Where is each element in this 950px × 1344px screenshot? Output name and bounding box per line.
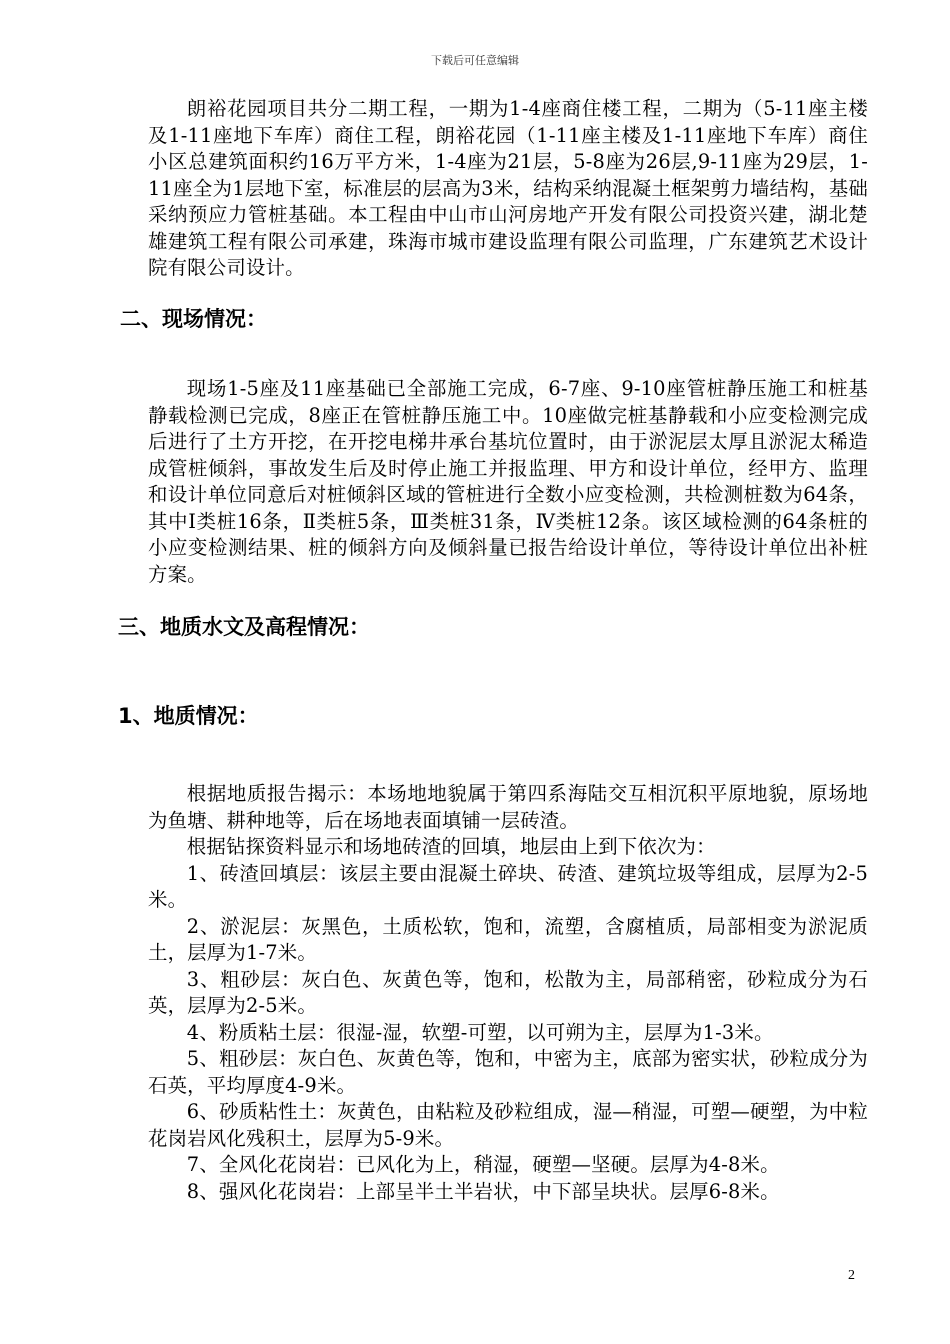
geology-item: 8、强风化花岗岩：上部呈半土半岩状，中下部呈块状。层厚6-8米。 — [186, 1179, 780, 1203]
geology-item: 3、粗砂层：灰白色、灰黄色等，饱和，松散为主，局部稍密，砂粒成分为石英，层厚为2-5米。 — [148, 967, 868, 1017]
section-heading-site-conditions: 二、现场情况： — [120, 307, 267, 331]
geology-layer-list — [148, 781, 868, 1205]
geology-item: 4、粉质粘土层：很湿-湿，软塑-可塑，以可朔为主，层厚为1-3米。 — [186, 1020, 774, 1044]
geology-item: 根据钻探资料显示和场地砖渣的回填，地层由上到下依次为： — [186, 835, 716, 858]
site-conditions-paragraph: 现场1-5座及11座基础已全部施工完成，6-7座、9-10座管桩静压施工和桩基静载检测已完成，8座正在管桩静压施工中。10座做完桩基静载和小应变检测完成后进行了土方开挖，在开挖电梯井承台基坑位置时，由于淤泥层太厚且淤泥太稀造成管桩倾斜，事故发生后及时停止施工并报监理、甲方和设计单位，经甲方、监理和设计单位同意后对桩倾斜区域的管桩进行全数小应变检测，共检测桩数为64条，其中Ⅰ类桩16条，Ⅱ类桩5条，Ⅲ类桩31条，Ⅳ类桩12条。该区域检测的64条桩的小应变检测结果、桩的倾斜方向及倾斜量已报告给设计单位，等待设计单位出补桩方案。 — [148, 377, 868, 586]
intro-paragraph: 朗裕花园项目共分二期工程，一期为1-4座商住楼工程，二期为（5-11座主楼及1-11座地下车库）商住工程，朗裕花园（1-11座主楼及1-11座地下车库）商住小区总建筑面积约16万平方米，1-4座为21层，5-8座为26层,9-11座为29层，1-11座全为1层地下室，标准层的层高为3米，结构采纳混凝土框架剪力墙结构，基础采纳预应力管桩基础。本工程由中山市山河房地产开发有限公司投资兴建，湖北楚雄建筑工程有限公司承建，珠海市城市建设监理有限公司监理，广东建筑艺术设计院有限公司设计。 — [148, 97, 868, 279]
page-header-note: 下载后可任意编辑 — [431, 54, 519, 67]
geology-item: 5、粗砂层：灰白色、灰黄色等，饱和，中密为主，底部为密实状，砂粒成分为石英，平均厚度4-9米。 — [148, 1047, 868, 1097]
subsection-heading-geology: 1、地质情况： — [118, 704, 259, 728]
page-number: 2 — [848, 1268, 855, 1283]
geology-item: 7、全风化花岗岩：已风化为上，稍湿，硬塑—坚硬。层厚为4-8米。 — [186, 1153, 780, 1176]
section-heading-geology-hydrology: 三、地质水文及高程情况： — [118, 615, 370, 639]
geology-item: 根据地质报告揭示：本场地地貌属于第四系海陆交互相沉积平原地貌，原场地为鱼塘、耕种地等，后在场地表面填铺一层砖渣。 — [148, 782, 868, 832]
geology-item: 1、砖渣回填层：该层主要由混凝土碎块、砖渣、建筑垃圾等组成，层厚为2-5米。 — [148, 861, 868, 911]
geology-item: 6、砂质粘性土：灰黄色，由粘粒及砂粒组成，湿—稍湿，可塑—硬塑，为中粒花岗岩风化残积土，层厚为5-9米。 — [148, 1100, 868, 1150]
geology-item: 2、淤泥层：灰黑色，土质松软，饱和，流塑，含腐植质，局部相变为淤泥质土，层厚为1-7米。 — [148, 914, 868, 964]
